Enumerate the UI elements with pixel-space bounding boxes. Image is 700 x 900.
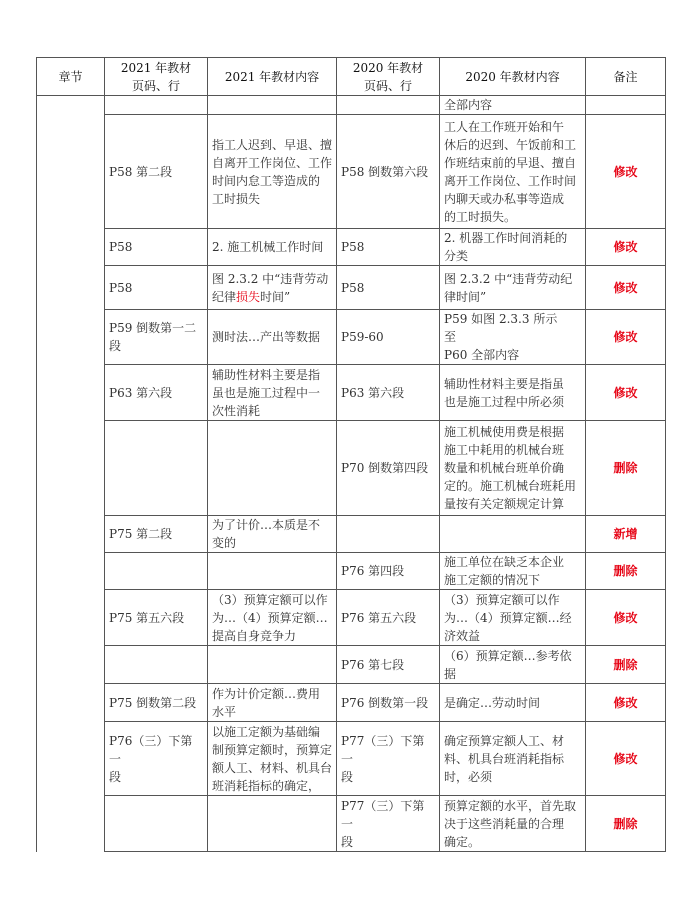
cell-2021-page: P59 倒数第一二 段	[105, 310, 208, 365]
header-2021-content: 2021 年教材内容	[208, 58, 337, 96]
cell-note: 修改	[586, 229, 666, 266]
cell-2021-page	[105, 646, 208, 684]
cell-2021-page	[105, 421, 208, 516]
cell-2020-content: 确定预算定额人工、材 料、机具台班消耗指标 时，必须	[440, 722, 586, 796]
cell-note: 修改	[586, 310, 666, 365]
cell-2020-page: P58 倒数第六段	[337, 115, 440, 229]
content-text: 时间”	[260, 289, 291, 304]
cell-2020-content: （3）预算定额可以作 为…（4）预算定额…经 济效益	[440, 590, 586, 646]
cell-2020-page: P77（三）下第一 段	[337, 722, 440, 796]
cell-note: 删除	[586, 553, 666, 590]
cell-2020-page: P76 倒数第一段	[337, 684, 440, 722]
cell-2021-content	[208, 421, 337, 516]
cell-2020-page: P77（三）下第一 段	[337, 796, 440, 852]
cell-2021-page	[105, 796, 208, 852]
cell-note: 修改	[586, 365, 666, 421]
table-row	[37, 516, 666, 553]
cell-2020-content	[440, 516, 586, 553]
cell-2021-content: 作为计价定额…费用 水平	[208, 684, 337, 722]
cell-2020-content: 图 2.3.2 中“违背劳动纪 律时间”	[440, 266, 586, 310]
table-row	[37, 310, 666, 365]
cell-2021-page	[105, 96, 208, 115]
cell-2020-content: （6）预算定额…参考依 据	[440, 646, 586, 684]
cell-note: 修改	[586, 115, 666, 229]
highlighted-text: 损失	[236, 289, 261, 304]
cell-2020-content: 是确定…劳动时间	[440, 684, 586, 722]
table-row	[37, 365, 666, 421]
cell-note: 修改	[586, 684, 666, 722]
cell-2021-page: P58	[105, 229, 208, 266]
cell-2021-page: P75 第五六段	[105, 590, 208, 646]
table-row	[37, 266, 666, 310]
table-row	[37, 553, 666, 590]
cell-2021-content	[208, 553, 337, 590]
cell-note: 修改	[586, 590, 666, 646]
cell-2021-page	[105, 553, 208, 590]
cell-2020-content: 辅助性材料主要是指虽 也是施工过程中所必须	[440, 365, 586, 421]
cell-2021-page: P75 倒数第二段	[105, 684, 208, 722]
table-row	[37, 96, 666, 115]
cell-2020-content: 预算定额的水平，首先取 决于这些消耗量的合理 确定。	[440, 796, 586, 852]
header-2020-content: 2020 年教材内容	[440, 58, 586, 96]
table-row	[37, 684, 666, 722]
header-row	[37, 58, 666, 96]
cell-2021-content: 辅助性材料主要是指 虽也是施工过程中一 次性消耗	[208, 365, 337, 421]
cell-2020-content: 全部内容	[440, 96, 586, 115]
cell-2020-page: P76 第四段	[337, 553, 440, 590]
header-2020-page: 2020 年教材 页码、行	[337, 58, 440, 96]
cell-2021-content	[208, 96, 337, 115]
cell-2020-page: P70 倒数第四段	[337, 421, 440, 516]
table-row	[37, 722, 666, 796]
cell-2020-page: P76 第五六段	[337, 590, 440, 646]
cell-2020-page	[337, 96, 440, 115]
table-row	[37, 115, 666, 229]
cell-2020-content: 工人在工作班开始和午 休后的迟到、午饭前和工 作班结束前的早退、擅自 离开工作岗位、工作时间 内聊天或办私事等造成 的工时损失。	[440, 115, 586, 229]
header-2021-page: 2021 年教材 页码、行	[105, 58, 208, 96]
cell-2020-content: 施工机械使用费是根据 施工中耗用的机械台班 数量和机械台班单价确 定的。施工机械台班耗用 量按有关定额规定计算	[440, 421, 586, 516]
cell-2021-content: （3）预算定额可以作 为…（4）预算定额… 提高自身竞争力	[208, 590, 337, 646]
cell-2021-content: 以施工定额为基础编 制预算定额时，预算定 额人工、材料、机具台 班消耗指标的确定，	[208, 722, 337, 796]
header-chapter: 章节	[37, 58, 105, 96]
cell-note: 删除	[586, 796, 666, 852]
cell-note: 删除	[586, 421, 666, 516]
cell-2021-page: P58	[105, 266, 208, 310]
content-text: 图 2.3.2 中“违背劳动 纪律	[212, 271, 329, 304]
cell-note	[586, 96, 666, 115]
cell-2021-content: 2. 施工机械工作时间	[208, 229, 337, 266]
table-row	[37, 590, 666, 646]
cell-2020-page: P58	[337, 266, 440, 310]
cell-2020-content: 施工单位在缺乏本企业 施工定额的情况下	[440, 553, 586, 590]
cell-2020-page: P63 第六段	[337, 365, 440, 421]
cell-2020-page: P59-60	[337, 310, 440, 365]
cell-2020-page	[337, 516, 440, 553]
table-row	[37, 646, 666, 684]
cell-note: 修改	[586, 266, 666, 310]
cell-2021-page: P76（三）下第一 段	[105, 722, 208, 796]
cell-2021-content: 为了计价…本质是不 变的	[208, 516, 337, 553]
cell-note: 删除	[586, 646, 666, 684]
table-row	[37, 421, 666, 516]
cell-2021-page: P75 第二段	[105, 516, 208, 553]
cell-note: 修改	[586, 722, 666, 796]
cell-2021-content	[208, 796, 337, 852]
table-row	[37, 229, 666, 266]
cell-2021-page: P63 第六段	[105, 365, 208, 421]
comparison-table	[36, 57, 666, 852]
cell-2020-content: P59 如图 2.3.3 所示 至 P60 全部内容	[440, 310, 586, 365]
cell-2020-page: P76 第七段	[337, 646, 440, 684]
table-row	[37, 796, 666, 852]
cell-2021-content	[208, 646, 337, 684]
cell-2021-content: 测时法…产出等数据	[208, 310, 337, 365]
cell-2020-page: P58	[337, 229, 440, 266]
header-note: 备注	[586, 58, 666, 96]
chapter-cell	[37, 96, 105, 852]
cell-2021-page: P58 第二段	[105, 115, 208, 229]
cell-2021-content	[208, 266, 337, 310]
cell-2021-content: 指工人迟到、早退、擅 自离开工作岗位、工作 时间内怠工等造成的 工时损失	[208, 115, 337, 229]
cell-note: 新增	[586, 516, 666, 553]
cell-2020-content: 2. 机器工作时间消耗的 分类	[440, 229, 586, 266]
